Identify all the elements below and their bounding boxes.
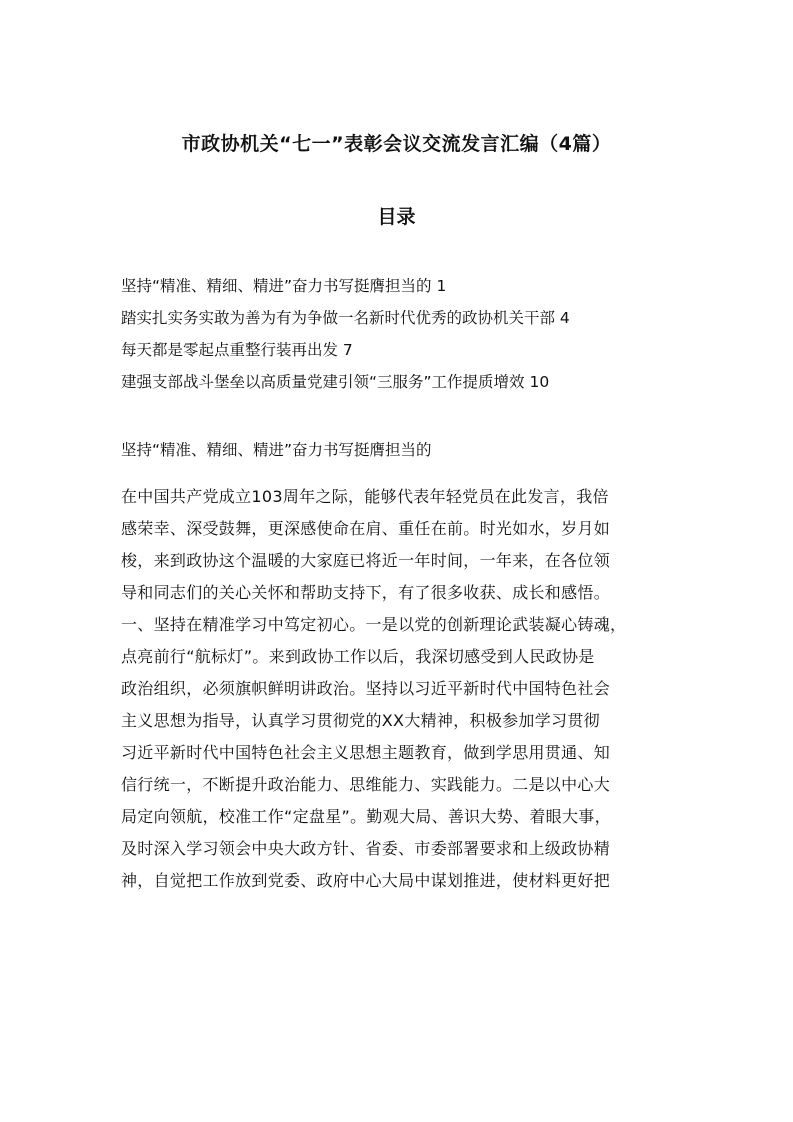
section-title: 坚持“精准、精细、精进”奋力书写挺膺担当的 [121, 441, 432, 459]
body-paragraphs [121, 481, 681, 897]
toc-heading: 目录 [377, 206, 416, 228]
table-of-contents [121, 270, 681, 398]
toc-entry[interactable]: 每天都是零起点重整行装再出发 7 [121, 341, 353, 359]
body-line: 神，自觉把工作放到党委、政府中心大局中谋划推进，使材料更好把 [121, 871, 611, 890]
toc-entry[interactable]: 坚持“精准、精细、精进”奋力书写挺膺担当的 1 [121, 277, 447, 295]
body-line: 一、坚持在精准学习中笃定初心。一是以党的创新理论武装凝心铸魂， [121, 615, 627, 634]
body-line: 信行统一，不断提升政治能力、思维能力、实践能力。二是以中心大 [121, 775, 611, 794]
document-title: 市政协机关“七一”表彰会议交流发言汇编（4篇） [181, 133, 612, 155]
body-line: 导和同志们的关心关怀和帮助支持下，有了很多收获、成长和感悟。 [121, 583, 611, 602]
body-line: 感荣幸、深受鼓舞，更深感使命在肩、重任在前。时光如水，岁月如 [121, 519, 611, 538]
body-line: 及时深入学习领会中央大政方针、省委、市委部署要求和上级政协精 [121, 839, 611, 858]
body-line: 局定向领航，校准工作“定盘星”。勤观大局、善识大势、着眼大事， [121, 807, 611, 826]
body-line: 梭，来到政协这个温暖的大家庭已将近一年时间，一年来，在各位领 [121, 551, 611, 570]
toc-entry[interactable]: 踏实扎实务实敢为善为有为争做一名新时代优秀的政协机关干部 4 [121, 309, 570, 327]
toc-entry[interactable]: 建强支部战斗堡垒以高质量党建引领“三服务”工作提质增效 10 [121, 373, 550, 391]
body-line: 习近平新时代中国特色社会主义思想主题教育，做到学思用贯通、知 [121, 743, 611, 762]
body-line: 政治组织，必须旗帜鲜明讲政治。坚持以习近平新时代中国特色社会 [121, 679, 611, 698]
body-line: 主义思想为指导，认真学习贯彻党的XX大精神，积极参加学习贯彻 [121, 711, 600, 730]
body-line: 点亮前行“航标灯”。来到政协工作以后，我深切感受到人民政协是 [121, 647, 595, 666]
body-line: 在中国共产党成立103周年之际，能够代表年轻党员在此发言，我倍 [121, 487, 609, 506]
